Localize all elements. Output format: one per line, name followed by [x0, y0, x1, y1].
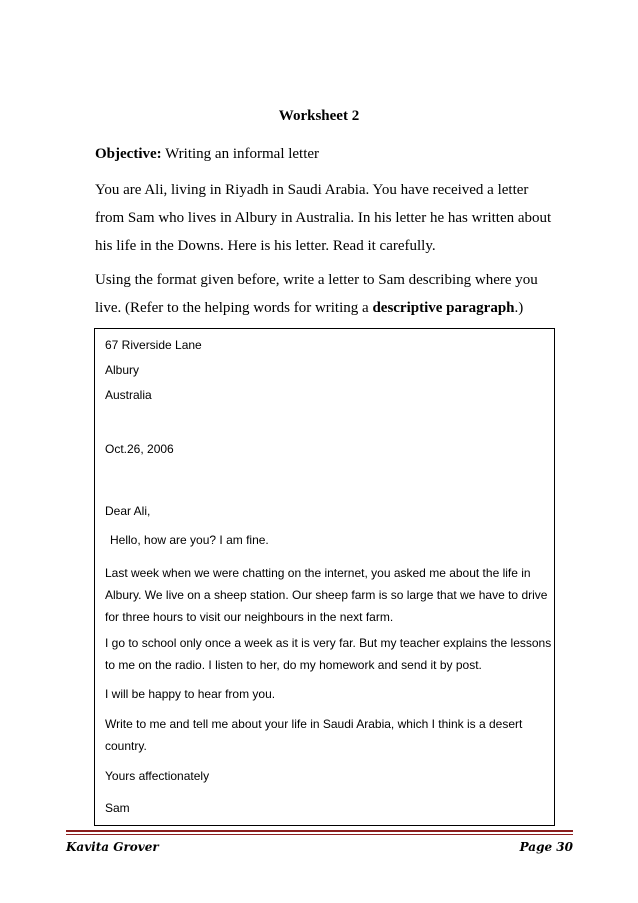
- letter-address-line: Albury: [105, 363, 140, 377]
- objective-text: Writing an informal letter: [161, 146, 320, 162]
- letter-paragraph-line: Write to me and tell me about your life in Saudi Arabia, which I think is a desert: [105, 717, 523, 731]
- letter-paragraph-line: for three hours to visit our neighbours in the next farm.: [105, 610, 394, 624]
- letter-paragraph-line: Last week when we were chatting on the internet, you asked me about the life in: [105, 566, 531, 580]
- letter-signature: Sam: [105, 801, 130, 815]
- letter-paragraph-line: I go to school only once a week as it is very far. But my teacher explains the lessons: [105, 636, 552, 650]
- letter-salutation: Dear Ali,: [105, 504, 151, 518]
- worksheet-title: Worksheet 2: [278, 108, 360, 124]
- objective-line: [95, 146, 319, 163]
- letter-paragraph-line: country.: [105, 739, 147, 753]
- letter-paragraph-line: Albury. We live on a sheep station. Our sheep farm is so large that we have to drive: [105, 588, 548, 602]
- footer-rule: [66, 830, 573, 832]
- letter-address-line: 67 Riverside Lane: [105, 338, 202, 352]
- instruction-line: [95, 300, 523, 317]
- objective-label: Objective:: [95, 146, 162, 162]
- footer-author: Kavita Grover: [66, 840, 159, 854]
- intro-line: from Sam who lives in Albury in Australia. In his letter he has written about: [95, 210, 552, 226]
- instruction-line: Using the format given before, write a letter to Sam describing where you: [95, 272, 538, 288]
- letter-paragraph-line: I will be happy to hear from you.: [105, 687, 276, 701]
- intro-line: You are Ali, living in Riyadh in Saudi Arabia. You have received a letter: [95, 182, 529, 198]
- letter-address-line: Australia: [105, 388, 152, 402]
- instruction-text: live. (Refer to the helping words for writing a: [95, 300, 373, 316]
- footer-page-number: Page 30: [519, 840, 573, 854]
- letter-closing: Yours affectionately: [105, 769, 210, 783]
- intro-line: his life in the Downs. Here is his letter. Read it carefully.: [95, 238, 436, 254]
- letter-paragraph-line: to me on the radio. I listen to her, do my homework and send it by post.: [105, 658, 482, 672]
- descriptive-paragraph-emphasis: descriptive paragraph: [372, 300, 515, 316]
- letter-box: [94, 328, 555, 826]
- letter-date: Oct.26, 2006: [105, 442, 174, 456]
- letter-greeting: Hello, how are you? I am fine.: [110, 533, 269, 547]
- footer-rule: [66, 834, 573, 835]
- instruction-text-end: .): [514, 300, 524, 316]
